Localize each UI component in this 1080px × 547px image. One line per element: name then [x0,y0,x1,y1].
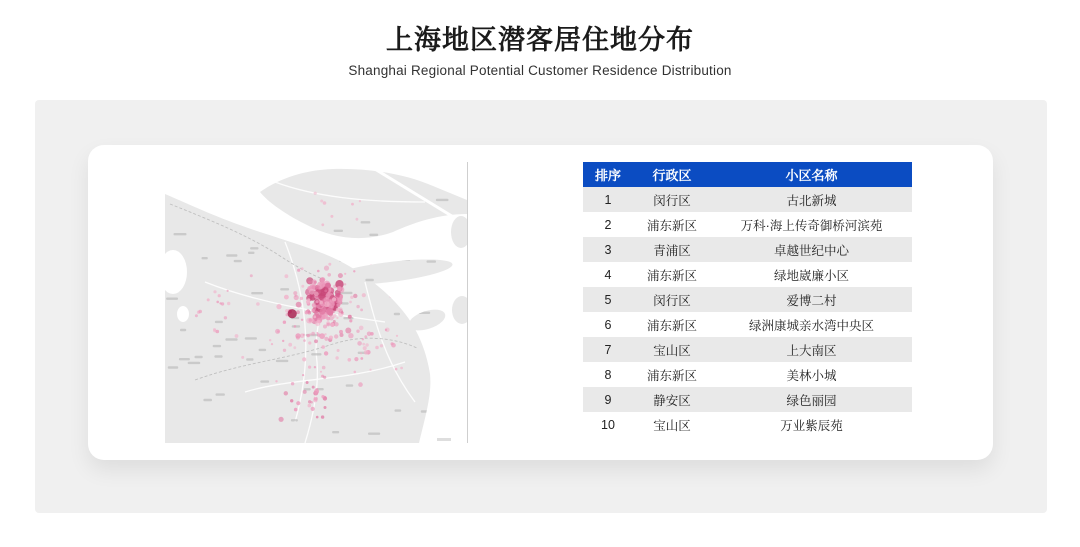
table-row [583,237,912,262]
district-cell: 宝山区 [633,337,711,362]
table-row [583,212,912,237]
district-cell: 浦东新区 [633,362,711,387]
rank-cell: 4 [583,262,633,287]
table-row [583,362,912,387]
district-cell: 静安区 [633,387,711,412]
rank-cell: 6 [583,312,633,337]
map-lake-small [177,306,189,322]
ranking-table [583,162,912,437]
district-cell: 浦东新区 [633,262,711,287]
ranking-table-container [583,162,912,437]
rank-cell: 1 [583,187,633,212]
table-row [583,287,912,312]
community-cell: 卓越世纪中心 [711,237,912,262]
table-header-row [583,162,912,187]
community-cell: 美林小城 [711,362,912,387]
district-cell: 闵行区 [633,287,711,312]
map-attribution-smudge [437,438,451,441]
col-header-community: 小区名称 [711,162,912,187]
rank-cell: 3 [583,237,633,262]
shanghai-scatter-map [165,162,468,443]
district-cell: 青浦区 [633,237,711,262]
table-row [583,387,912,412]
map-canvas [165,162,467,443]
community-cell: 爱博二村 [711,287,912,312]
district-cell: 浦东新区 [633,312,711,337]
col-header-rank: 排序 [583,162,633,187]
community-cell: 万业紫辰苑 [711,412,912,437]
community-cell: 绿洲康城亲水湾中央区 [711,312,912,337]
table-row [583,262,912,287]
rank-cell: 2 [583,212,633,237]
col-header-district: 行政区 [633,162,711,187]
page-title: 上海地区潜客居住地分布 [386,25,694,55]
rank-cell: 5 [583,287,633,312]
table-row [583,187,912,212]
district-cell: 浦东新区 [633,212,711,237]
community-cell: 绿地崴廉小区 [711,262,912,287]
content-card [88,145,993,460]
community-cell: 绿色丽园 [711,387,912,412]
community-cell: 万科·海上传奇御桥河滨苑 [711,212,912,237]
rank-cell: 8 [583,362,633,387]
rank-cell: 9 [583,387,633,412]
page-subtitle: Shanghai Regional Potential Customer Residence Distribution [348,63,732,79]
table-row [583,337,912,362]
content-panel [35,100,1047,513]
community-cell: 上大南区 [711,337,912,362]
table-row [583,312,912,337]
rank-cell: 7 [583,337,633,362]
district-cell: 闵行区 [633,187,711,212]
table-row [583,412,912,437]
rank-cell: 10 [583,412,633,437]
district-cell: 宝山区 [633,412,711,437]
community-cell: 古北新城 [711,187,912,212]
slide-header [0,24,1080,78]
